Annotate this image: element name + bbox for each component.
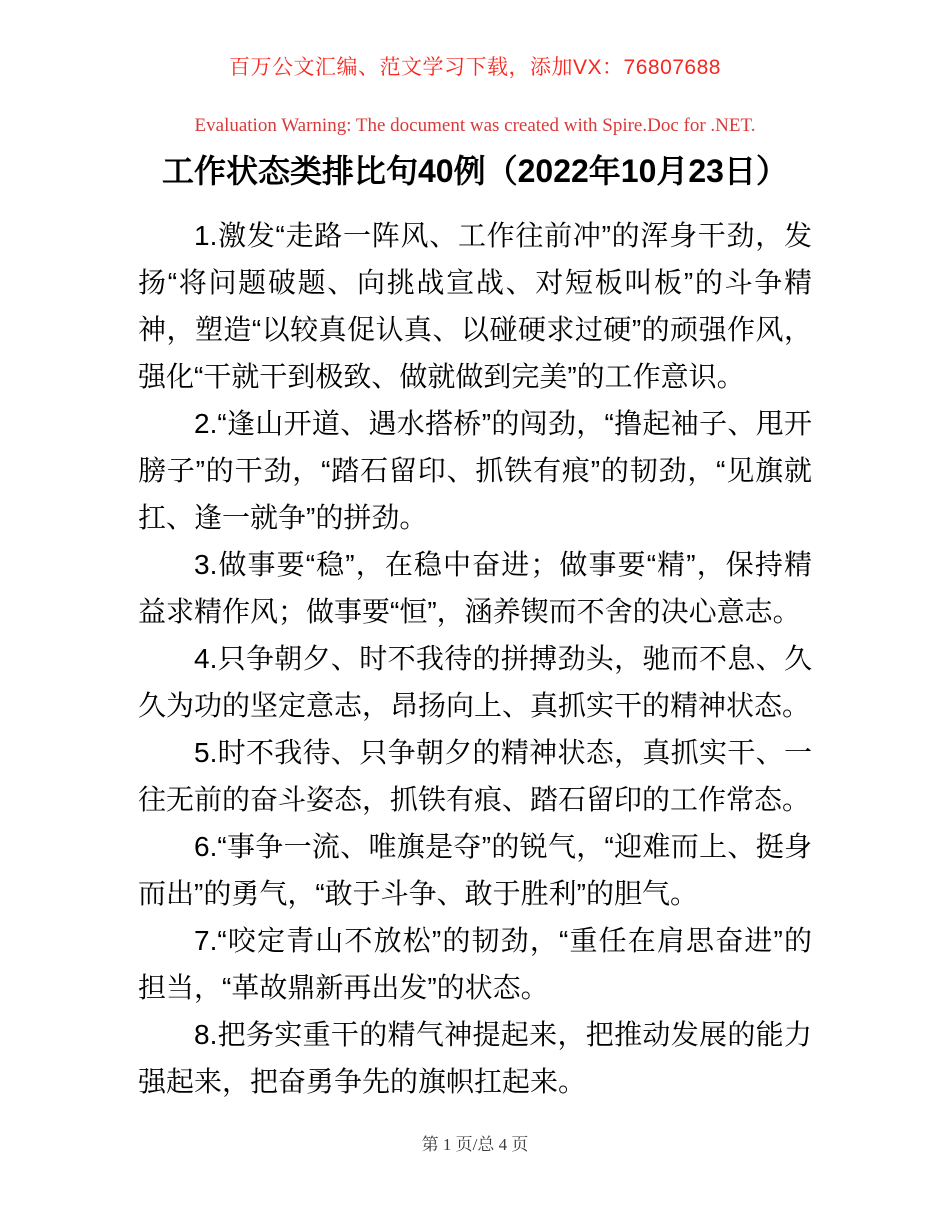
body-paragraph: 6.“事争一流、唯旗是夺”的锐气，“迎难而上、挺身而出”的勇气，“敢于斗争、敢于胜利”的胆气。 <box>138 831 812 909</box>
page-title: 工作状态类排比句40例（2022年10月23日） <box>162 153 788 189</box>
page-footer <box>0 1134 950 1156</box>
body-paragraph: 5.时不我待、只争朝夕的精神状态，真抓实干、一往无前的奋斗姿态，抓铁有痕、踏石留印的工作常态。 <box>138 737 812 815</box>
body-paragraph: 7.“咬定青山不放松”的韧劲，“重任在肩思奋进”的担当，“革故鼎新再出发”的状态。 <box>138 925 812 1003</box>
promo-banner: 百万公文汇编、范文学习下载，添加VX：76807688 <box>229 56 721 79</box>
body-paragraph: 3.做事要“稳”，在稳中奋进；做事要“精”，保持精益求精作风；做事要“恒”，涵养锲而不舍的决心意志。 <box>138 549 812 627</box>
body-paragraph: 1.激发“走路一阵风、工作往前冲”的浑身干劲，发扬“将问题破题、向挑战宣战、对短板叫板”的斗争精神，塑造“以较真促认真、以碰硬求过硬”的顽强作风，强化“干就干到极致、做就做到完美”的工作意识。 <box>138 220 812 392</box>
page-indicator: 第 1 页/总 4 页 <box>421 1135 529 1154</box>
body-paragraph: 8.把务实重干的精气神提起来，把推动发展的能力强起来，把奋勇争先的旗帜扛起来。 <box>138 1019 812 1097</box>
evaluation-warning: Evaluation Warning: The document was created with Spire.Doc for .NET. <box>194 115 756 136</box>
body-paragraph: 4.只争朝夕、时不我待的拼搏劲头，驰而不息、久久为功的坚定意志，昂扬向上、真抓实干的精神状态。 <box>138 643 812 721</box>
document-body <box>0 212 950 1105</box>
body-paragraph: 2.“逢山开道、遇水搭桥”的闯劲，“撸起袖子、甩开膀子”的干劲，“踏石留印、抓铁有痕”的韧劲，“见旗就扛、逢一就争”的拼劲。 <box>138 408 812 533</box>
